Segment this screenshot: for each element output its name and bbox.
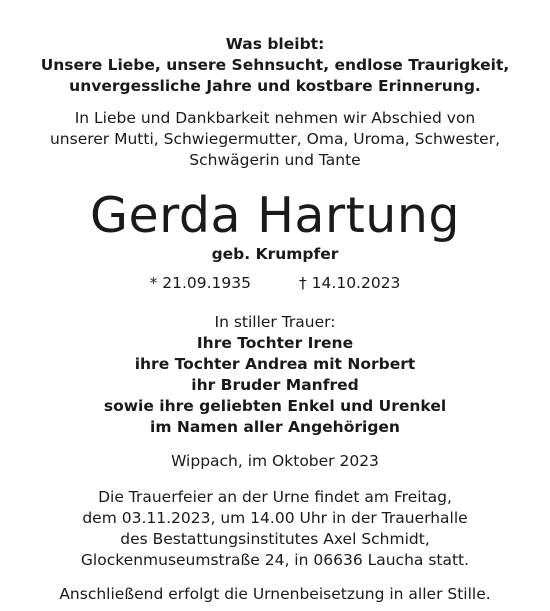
motto-verse xyxy=(20,34,530,97)
intro-line: Schwägerin und Tante xyxy=(189,151,361,169)
burial-note: Anschließend erfolgt die Urnenbeisetzung in aller Stille. xyxy=(59,585,491,603)
motto-line: Unsere Liebe, unsere Sehnsucht, endlose Traurigkeit, xyxy=(40,56,510,74)
mourner: Ihre Tochter Irene xyxy=(196,334,354,352)
service-line: Glockenmuseumstraße 24, in 06636 Laucha statt. xyxy=(80,551,470,569)
service-info xyxy=(20,487,530,571)
intro-line: In Liebe und Dankbarkeit nehmen wir Abschied von xyxy=(74,109,476,127)
mourner: im Namen aller Angehörigen xyxy=(150,418,400,436)
mourners-list xyxy=(20,333,530,438)
service-line: des Bestattungsinstitutes Axel Schmidt, xyxy=(120,530,430,548)
mourner: ihre Tochter Andrea mit Norbert xyxy=(134,355,416,373)
place-and-date: Wippach, im Oktober 2023 xyxy=(171,452,379,470)
mourners-heading: In stiller Trauer: xyxy=(214,313,336,331)
deceased-name: Gerda Hartung xyxy=(89,187,461,244)
death-date: † 14.10.2023 xyxy=(299,274,401,292)
farewell-intro xyxy=(20,108,530,171)
birth-date: * 21.09.1935 xyxy=(149,274,251,292)
birth-name: geb. Krumpfer xyxy=(211,245,339,263)
mourner: sowie ihre geliebten Enkel und Urenkel xyxy=(103,397,447,415)
mourner: ihr Bruder Manfred xyxy=(191,376,359,394)
intro-line: unserer Mutti, Schwiegermutter, Oma, Uroma, Schwester, xyxy=(49,130,500,148)
service-line: dem 03.11.2023, um 14.00 Uhr in der Trauerhalle xyxy=(82,509,468,527)
life-dates xyxy=(20,273,530,294)
service-line: Die Trauerfeier an der Urne findet am Freitag, xyxy=(98,488,452,506)
motto-line: unvergessliche Jahre und kostbare Erinnerung. xyxy=(69,77,481,95)
motto-line: Was bleibt: xyxy=(225,35,325,53)
